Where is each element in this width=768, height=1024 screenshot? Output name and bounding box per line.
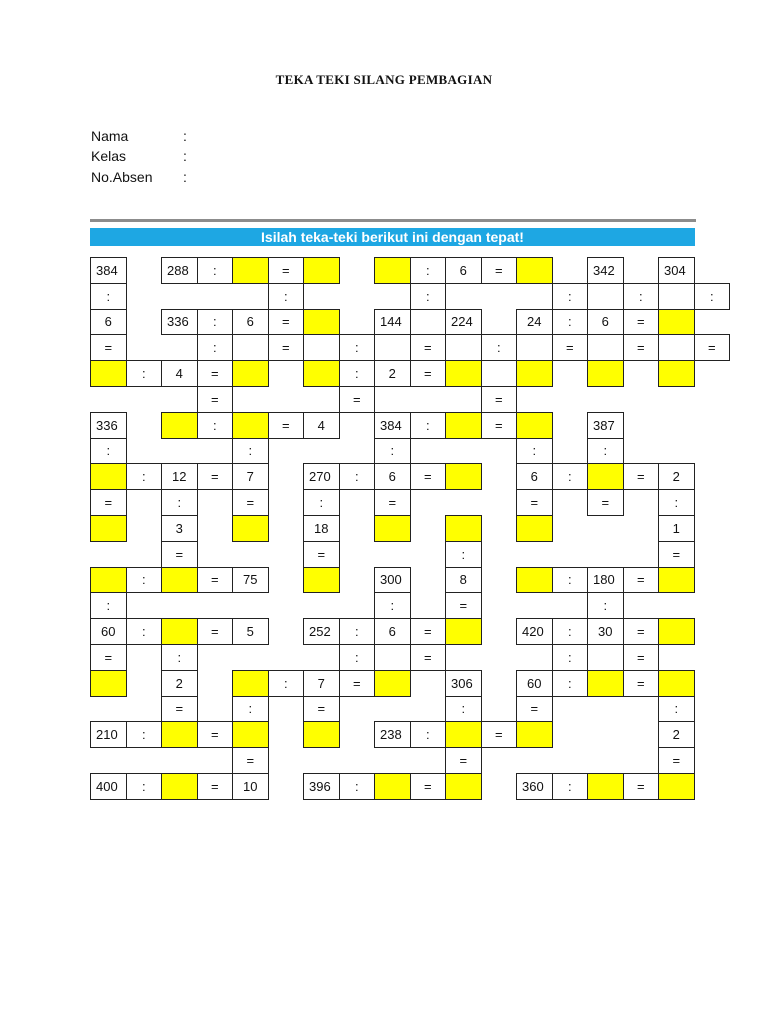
operator-cell: = <box>268 257 305 284</box>
number-cell: 336 <box>161 309 198 336</box>
answer-input-cell[interactable] <box>445 412 482 439</box>
number-cell: 384 <box>374 412 411 439</box>
operator-cell: : <box>410 283 447 310</box>
absen-label: No.Absen <box>91 169 153 185</box>
operator-cell: = <box>197 463 234 490</box>
operator-cell: = <box>197 618 234 645</box>
answer-input-cell[interactable] <box>161 412 198 439</box>
operator-cell: = <box>410 463 447 490</box>
number-cell: 360 <box>516 773 553 800</box>
answer-input-cell[interactable] <box>587 360 624 387</box>
name-separator: : <box>183 128 187 144</box>
number-cell: 6 <box>90 309 127 336</box>
operator-cell: : <box>694 283 731 310</box>
operator-cell: = <box>481 386 518 413</box>
operator-cell: = <box>197 567 234 594</box>
operator-cell: : <box>339 773 376 800</box>
number-cell: 6 <box>232 309 269 336</box>
operator-cell: = <box>658 541 695 568</box>
number-cell: 2 <box>374 360 411 387</box>
number-cell: 60 <box>90 618 127 645</box>
number-cell: 336 <box>90 412 127 439</box>
operator-cell: = <box>481 721 518 748</box>
number-cell: 396 <box>303 773 340 800</box>
operator-cell: : <box>126 721 163 748</box>
operator-cell: = <box>374 489 411 516</box>
operator-cell: = <box>658 747 695 774</box>
operator-cell: = <box>623 309 660 336</box>
operator-cell: = <box>445 592 482 619</box>
operator-cell: = <box>445 747 482 774</box>
answer-input-cell[interactable] <box>90 360 127 387</box>
operator-cell: : <box>445 541 482 568</box>
number-cell: 12 <box>161 463 198 490</box>
number-cell: 6 <box>516 463 553 490</box>
operator-cell: : <box>374 592 411 619</box>
operator-cell: : <box>516 438 553 465</box>
operator-cell: : <box>268 670 305 697</box>
answer-input-cell[interactable] <box>232 257 269 284</box>
answer-input-cell[interactable] <box>658 567 695 594</box>
answer-input-cell[interactable] <box>161 773 198 800</box>
operator-cell: = <box>232 489 269 516</box>
number-cell: 288 <box>161 257 198 284</box>
operator-cell: : <box>126 360 163 387</box>
answer-input-cell[interactable] <box>516 567 553 594</box>
operator-cell: = <box>623 567 660 594</box>
operator-cell: : <box>587 438 624 465</box>
number-cell: 306 <box>445 670 482 697</box>
answer-input-cell[interactable] <box>587 670 624 697</box>
operator-cell: = <box>516 696 553 723</box>
operator-cell: : <box>445 696 482 723</box>
answer-input-cell[interactable] <box>374 515 411 542</box>
answer-input-cell[interactable] <box>516 515 553 542</box>
operator-cell: = <box>623 670 660 697</box>
operator-cell: = <box>410 334 447 361</box>
answer-input-cell[interactable] <box>658 309 695 336</box>
answer-input-cell[interactable] <box>445 721 482 748</box>
answer-input-cell[interactable] <box>587 463 624 490</box>
operator-cell: : <box>339 618 376 645</box>
answer-input-cell[interactable] <box>374 257 411 284</box>
operator-cell: = <box>197 360 234 387</box>
answer-input-cell[interactable] <box>445 515 482 542</box>
number-cell: 3 <box>161 515 198 542</box>
number-cell: 252 <box>303 618 340 645</box>
operator-cell: = <box>339 386 376 413</box>
number-cell: 7 <box>232 463 269 490</box>
operator-cell: = <box>232 747 269 774</box>
answer-input-cell[interactable] <box>90 515 127 542</box>
number-cell: 60 <box>516 670 553 697</box>
operator-cell: = <box>410 360 447 387</box>
operator-cell: = <box>197 386 234 413</box>
answer-input-cell[interactable] <box>232 360 269 387</box>
operator-cell: = <box>197 721 234 748</box>
operator-cell: = <box>623 463 660 490</box>
operator-cell: = <box>623 644 660 671</box>
operator-cell: : <box>658 696 695 723</box>
operator-cell: : <box>552 463 589 490</box>
operator-cell: : <box>197 257 234 284</box>
answer-input-cell[interactable] <box>90 463 127 490</box>
answer-input-cell[interactable] <box>587 773 624 800</box>
operator-cell: : <box>481 334 518 361</box>
number-cell: 180 <box>587 567 624 594</box>
number-cell: 4 <box>161 360 198 387</box>
operator-cell: : <box>197 412 234 439</box>
operator-cell: : <box>587 592 624 619</box>
page-title: TEKA TEKI SILANG PEMBAGIAN <box>275 72 493 87</box>
operator-cell: = <box>694 334 731 361</box>
operator-cell: : <box>232 696 269 723</box>
number-cell: 7 <box>303 670 340 697</box>
operator-cell: = <box>410 773 447 800</box>
number-cell: 6 <box>587 309 624 336</box>
operator-cell: : <box>268 283 305 310</box>
answer-input-cell[interactable] <box>303 721 340 748</box>
operator-cell: = <box>410 644 447 671</box>
operator-cell: = <box>161 696 198 723</box>
operator-cell: : <box>552 283 589 310</box>
answer-input-cell[interactable] <box>232 721 269 748</box>
absen-separator: : <box>183 169 187 185</box>
answer-input-cell[interactable] <box>374 773 411 800</box>
answer-input-cell[interactable] <box>161 567 198 594</box>
answer-input-cell[interactable] <box>232 412 269 439</box>
answer-input-cell[interactable] <box>658 360 695 387</box>
operator-cell: : <box>126 618 163 645</box>
number-cell: 144 <box>374 309 411 336</box>
operator-cell: = <box>90 334 127 361</box>
number-cell: 24 <box>516 309 553 336</box>
operator-cell: : <box>126 567 163 594</box>
instruction-banner: Isilah teka-teki berikut ini dengan tepat! <box>90 228 695 246</box>
operator-cell: : <box>623 283 660 310</box>
number-cell: 238 <box>374 721 411 748</box>
number-cell: 6 <box>374 618 411 645</box>
number-cell: 210 <box>90 721 127 748</box>
number-cell: 2 <box>161 670 198 697</box>
operator-cell: = <box>90 489 127 516</box>
name-label: Nama <box>91 128 129 144</box>
operator-cell: : <box>658 489 695 516</box>
operator-cell: : <box>90 283 127 310</box>
answer-input-cell[interactable] <box>161 618 198 645</box>
answer-input-cell[interactable] <box>658 773 695 800</box>
answer-input-cell[interactable] <box>303 567 340 594</box>
operator-cell: : <box>410 412 447 439</box>
operator-cell: : <box>90 438 127 465</box>
operator-cell: : <box>197 309 234 336</box>
number-cell: 5 <box>232 618 269 645</box>
operator-cell: = <box>268 334 305 361</box>
operator-cell: = <box>623 334 660 361</box>
operator-cell: = <box>268 412 305 439</box>
answer-input-cell[interactable] <box>232 515 269 542</box>
answer-input-cell[interactable] <box>445 463 482 490</box>
answer-input-cell[interactable] <box>303 360 340 387</box>
answer-input-cell[interactable] <box>303 257 340 284</box>
number-cell: 304 <box>658 257 695 284</box>
number-cell: 2 <box>658 463 695 490</box>
number-cell: 300 <box>374 567 411 594</box>
number-cell: 384 <box>90 257 127 284</box>
operator-cell: : <box>339 360 376 387</box>
operator-cell: : <box>339 334 376 361</box>
number-cell: 6 <box>374 463 411 490</box>
operator-cell: : <box>232 438 269 465</box>
operator-cell: = <box>339 670 376 697</box>
answer-input-cell[interactable] <box>90 670 127 697</box>
number-cell: 1 <box>658 515 695 542</box>
operator-cell: = <box>303 696 340 723</box>
class-label: Kelas <box>91 148 127 164</box>
operator-cell: = <box>623 618 660 645</box>
number-cell: 30 <box>587 618 624 645</box>
operator-cell: = <box>197 773 234 800</box>
operator-cell: : <box>339 644 376 671</box>
answer-input-cell[interactable] <box>161 721 198 748</box>
answer-input-cell[interactable] <box>516 721 553 748</box>
operator-cell: : <box>161 644 198 671</box>
answer-input-cell[interactable] <box>658 670 695 697</box>
number-cell: 420 <box>516 618 553 645</box>
operator-cell: : <box>374 438 411 465</box>
operator-cell: = <box>268 309 305 336</box>
operator-cell: : <box>339 463 376 490</box>
number-cell: 75 <box>232 567 269 594</box>
number-cell: 342 <box>587 257 624 284</box>
answer-input-cell[interactable] <box>232 670 269 697</box>
number-cell: 4 <box>303 412 340 439</box>
answer-input-cell[interactable] <box>658 618 695 645</box>
operator-cell: : <box>552 567 589 594</box>
operator-cell: : <box>410 257 447 284</box>
operator-cell: : <box>126 773 163 800</box>
answer-input-cell[interactable] <box>516 360 553 387</box>
number-cell: 387 <box>587 412 624 439</box>
answer-input-cell[interactable] <box>303 309 340 336</box>
operator-cell: : <box>126 463 163 490</box>
operator-cell: = <box>161 541 198 568</box>
operator-cell: : <box>410 721 447 748</box>
operator-cell: : <box>552 773 589 800</box>
number-cell: 8 <box>445 567 482 594</box>
answer-input-cell[interactable] <box>90 567 127 594</box>
operator-cell: : <box>90 592 127 619</box>
number-cell: 400 <box>90 773 127 800</box>
answer-input-cell[interactable] <box>445 773 482 800</box>
answer-input-cell[interactable] <box>445 360 482 387</box>
number-cell: 224 <box>445 309 482 336</box>
number-cell: 10 <box>232 773 269 800</box>
operator-cell: : <box>161 489 198 516</box>
number-cell: 270 <box>303 463 340 490</box>
operator-cell: = <box>623 773 660 800</box>
operator-cell: = <box>481 412 518 439</box>
number-cell: 18 <box>303 515 340 542</box>
answer-input-cell[interactable] <box>374 670 411 697</box>
operator-cell: : <box>552 618 589 645</box>
operator-cell: = <box>516 489 553 516</box>
operator-cell: = <box>552 334 589 361</box>
operator-cell: = <box>481 257 518 284</box>
number-cell: 6 <box>445 257 482 284</box>
operator-cell: : <box>303 489 340 516</box>
number-cell: 2 <box>658 721 695 748</box>
operator-cell: = <box>587 489 624 516</box>
class-separator: : <box>183 148 187 164</box>
operator-cell: = <box>303 541 340 568</box>
operator-cell: : <box>197 334 234 361</box>
answer-input-cell[interactable] <box>516 257 553 284</box>
operator-cell: = <box>410 618 447 645</box>
answer-input-cell[interactable] <box>516 412 553 439</box>
operator-cell: : <box>552 670 589 697</box>
operator-cell: : <box>552 309 589 336</box>
operator-cell: : <box>552 644 589 671</box>
answer-input-cell[interactable] <box>445 618 482 645</box>
operator-cell: = <box>90 644 127 671</box>
